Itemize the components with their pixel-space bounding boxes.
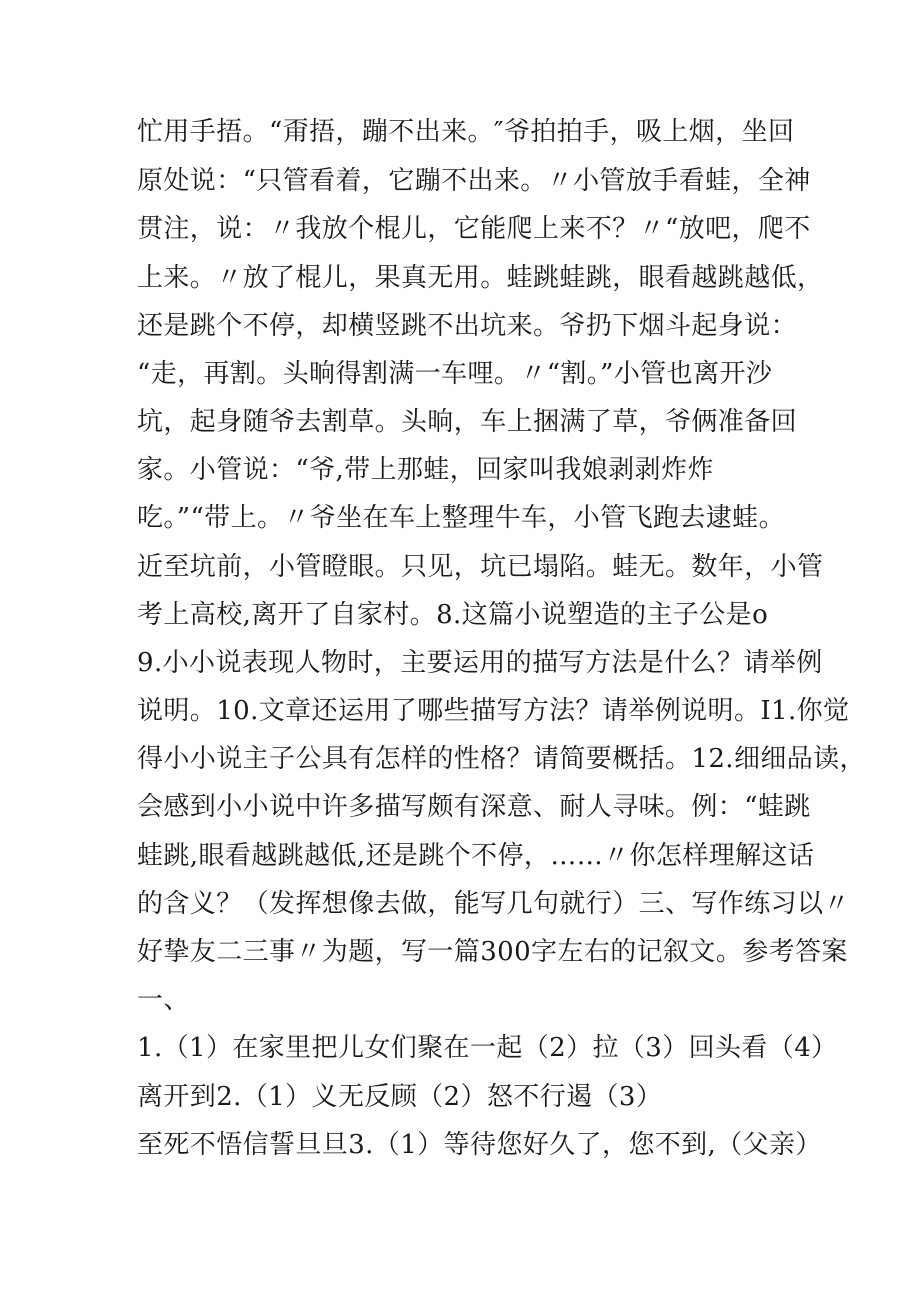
text-line: 考上高校,离开了自家村。8.这篇小说塑造的主子公是o <box>137 600 769 630</box>
text-line: 得小小说主子公具有怎样的性格？请简要概括。12.细细品读， <box>137 744 866 774</box>
text-line: 一、 <box>137 985 190 1015</box>
text-line: 会感到小小说中许多描写颇有深意、耐人寻味。例：“蛙跳 <box>137 792 811 822</box>
text-line: 上来。〃放了棍儿，果真无用。蛙跳蛙跳，眼看越跳越低， <box>137 263 824 293</box>
text-line: 9.小小说表现人物时，主要运用的描写方法是什么？请举例 <box>137 648 823 678</box>
text-line: 离开到2.（1）义无反顾（2）怒不行遏（3） <box>137 1082 663 1112</box>
text-line: “走，再割。头晌得割满一车哩。〃“割。”小管也离开沙 <box>137 359 773 389</box>
text-line: 好挚友二三事〃为题，写一篇300字左右的记叙文。参考答案 <box>137 937 848 967</box>
text-line: 1.（1）在家里把儿女们聚在一起（2）拉（3）回头看（4） <box>137 1033 838 1063</box>
text-line: 还是跳个不停，却横竖跳不出坑来。爷扔下烟斗起身说： <box>137 311 798 341</box>
text-line: 家。小管说：“爷,带上那蛙，回家叫我娘剥剥炸炸 <box>137 455 714 485</box>
text-line: 说明。10.文章还运用了哪些描写方法？请举例说明。I1.你觉 <box>137 696 850 726</box>
text-line: 至死不悟信誓旦旦3.（1）等待您好久了，您不到,（父亲） <box>137 1130 822 1160</box>
text-line: 蛙跳,眼看越跳越低,还是跳个不停，……〃你怎样理解这话 <box>137 841 815 871</box>
text-line: 坑，起身随爷去割草。头晌，车上捆满了草，爷俩准备回 <box>137 407 798 437</box>
text-line: 近至坑前，小管瞪眼。只见，坑已塌陷。蛙无。数年，小管 <box>137 552 824 582</box>
text-line: 贯注，说：〃我放个棍儿，它能爬上来不？〃“放吧，爬不 <box>137 214 811 244</box>
text-line: 的含义？（发挥想像去做，能写几句就行）三、写作练习以〃 <box>137 889 850 919</box>
text-line: 吃。”“带上。〃爷坐在车上整理牛车，小管飞跑去逮蛙。 <box>137 503 785 533</box>
text-line: 原处说：“只管看着，它蹦不出来。〃小管放手看蛙，全神 <box>137 166 811 196</box>
text-line: 忙用手捂。“甭捂，蹦不出来。″爷拍拍手，吸上烟，坐回 <box>137 117 795 147</box>
